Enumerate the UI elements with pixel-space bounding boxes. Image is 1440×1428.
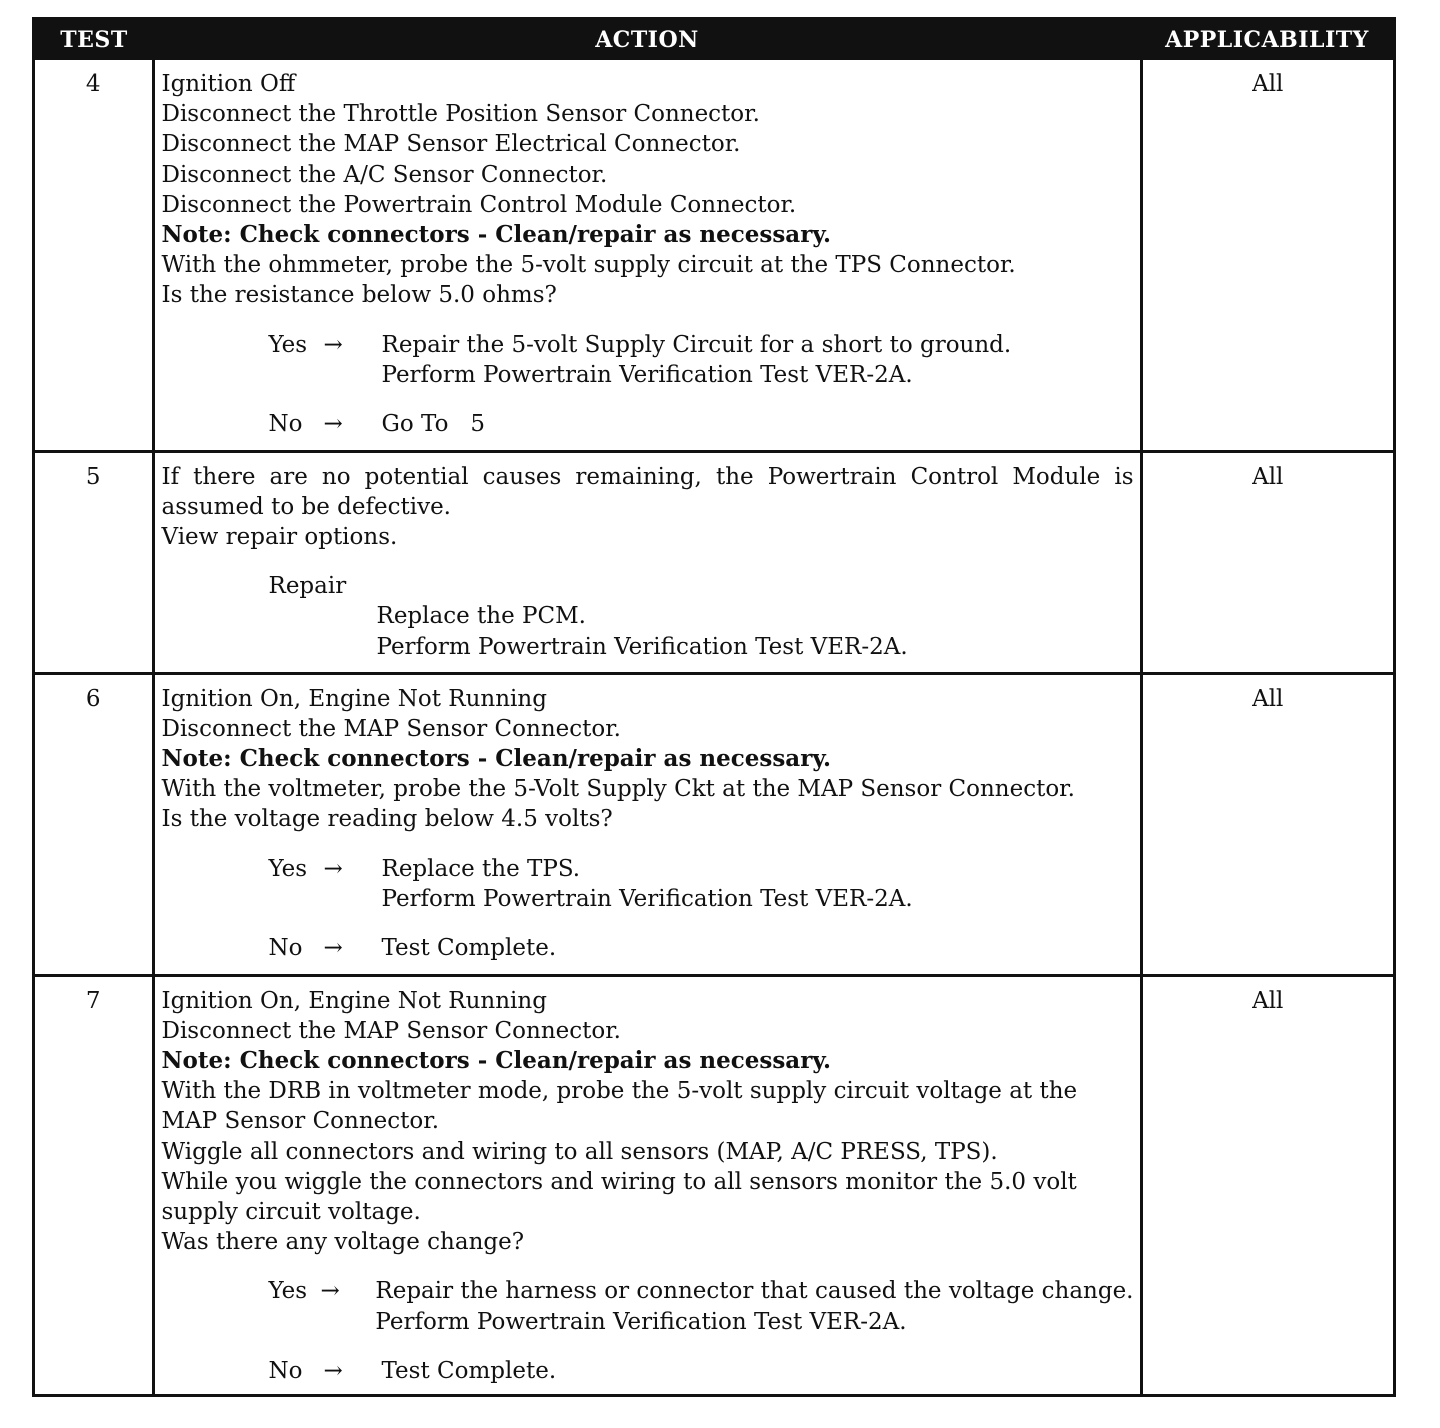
no-label: No [268, 1357, 303, 1384]
right-arrow-icon: → [323, 1357, 343, 1384]
question-line: Was there any voltage change? [161, 1229, 525, 1256]
yes-result-line: Repair the 5-volt Supply Circuit for a short to ground. [381, 331, 1012, 358]
yes-result-line: Perform Powertrain Verification Test VER-2A. [375, 1308, 907, 1335]
repair-line: Replace the PCM. [376, 603, 586, 630]
test-number: 7 [35, 975, 153, 1394]
table-row-test-7 [35, 975, 1393, 1394]
right-arrow-icon: → [323, 411, 343, 438]
action-line: Disconnect the Powertrain Control Module Connector. [161, 191, 797, 218]
question-line: Is the voltage reading below 4.5 volts? [161, 806, 613, 833]
note-line: Note: Check connectors - Clean/repair as necessary. [161, 1046, 832, 1074]
repair-line: Perform Powertrain Verification Test VER-2A. [376, 633, 908, 660]
yes-result-line: Perform Powertrain Verification Test VER-2A. [381, 885, 913, 912]
note-line: Note: Check connectors - Clean/repair as necessary. [161, 221, 832, 249]
test-number: 5 [35, 451, 153, 673]
yes-branch [269, 330, 1134, 390]
yes-branch [269, 1276, 1134, 1336]
applicability-value: All [1141, 451, 1393, 673]
yes-result-line: Replace the TPS. [381, 855, 581, 882]
table-row-test-5 [35, 451, 1393, 673]
action-line: With the voltmeter, probe the 5-Volt Supply Ckt at the MAP Sensor Connector. [161, 776, 1075, 803]
action-line: Disconnect the MAP Sensor Connector. [161, 715, 621, 742]
action-paragraph: With the DRB in voltmeter mode, probe the 5-volt supply circuit voltage at the MAP Sensor Connector. [161, 1078, 1078, 1135]
repair-label: Repair [268, 573, 347, 600]
header-action: ACTION [153, 20, 1141, 60]
note-line: Note: Check connectors - Clean/repair as necessary. [161, 744, 832, 772]
action-line: With the ohmmeter, probe the 5-volt supply circuit at the TPS Connector. [161, 252, 1016, 279]
no-result-line: Test Complete. [381, 934, 557, 961]
right-arrow-icon: → [320, 1278, 340, 1305]
action-paragraph: While you wiggle the connectors and wiring to all sensors monitor the 5.0 volt supply circuit voltage. [161, 1168, 1077, 1225]
diagnostic-table [35, 20, 1393, 1394]
applicability-value: All [1141, 975, 1393, 1394]
table-row-test-6 [35, 673, 1393, 975]
diagnostic-procedure-sheet [32, 17, 1396, 1397]
action-line: Disconnect the Throttle Position Sensor Connector. [161, 101, 760, 128]
action-line: Disconnect the A/C Sensor Connector. [161, 161, 608, 188]
test-number: 6 [35, 673, 153, 975]
yes-branch [269, 854, 1134, 914]
action-line: View repair options. [161, 523, 398, 550]
yes-label: Yes [268, 855, 308, 882]
no-branch [269, 409, 1134, 439]
no-branch [269, 1356, 1134, 1386]
right-arrow-icon: → [323, 331, 343, 358]
action-line: Ignition On, Engine Not Running [161, 685, 547, 712]
applicability-value: All [1141, 60, 1393, 451]
no-label: No [268, 411, 303, 438]
table-row-test-4 [35, 60, 1393, 451]
action-line: Ignition On, Engine Not Running [161, 987, 547, 1014]
action-cell [153, 451, 1141, 673]
action-line: Disconnect the MAP Sensor Connector. [161, 1017, 621, 1044]
question-line: Is the resistance below 5.0 ohms? [161, 282, 557, 309]
no-branch [269, 933, 1134, 963]
yes-label: Yes [268, 331, 308, 358]
action-cell [153, 60, 1141, 451]
applicability-value: All [1141, 673, 1393, 975]
no-result-line: Test Complete. [381, 1357, 557, 1384]
test-number: 4 [35, 60, 153, 451]
yes-result-line: Perform Powertrain Verification Test VER-2A. [381, 361, 913, 388]
yes-label: Yes [268, 1278, 308, 1305]
header-test: TEST [35, 20, 153, 60]
action-cell [153, 975, 1141, 1394]
action-line: Ignition Off [161, 71, 296, 97]
no-result-line: Go To 5 [381, 411, 485, 438]
right-arrow-icon: → [323, 855, 343, 882]
no-label: No [268, 934, 303, 961]
right-arrow-icon: → [323, 934, 343, 961]
repair-options [162, 571, 1134, 662]
header-applicability: APPLICABILITY [1141, 20, 1393, 60]
table-header-row [35, 20, 1393, 60]
action-line: Wiggle all connectors and wiring to all sensors (MAP, A/C PRESS, TPS). [161, 1138, 998, 1165]
action-cell [153, 673, 1141, 975]
action-line: Disconnect the MAP Sensor Electrical Connector. [161, 131, 741, 158]
action-paragraph: If there are no potential causes remaining, the Powertrain Control Module is assumed to be defective. [161, 463, 1134, 520]
yes-result-line: Repair the harness or connector that caused the voltage change. [375, 1278, 1134, 1305]
